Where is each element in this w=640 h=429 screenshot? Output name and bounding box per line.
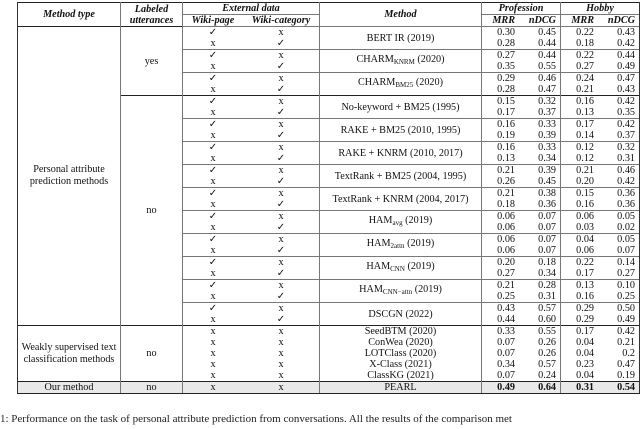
- method-name: CHARM: [356, 54, 394, 65]
- profession-ndcg-cell: 0.26: [519, 337, 561, 348]
- method-year: (2019): [402, 215, 433, 226]
- method-name: RAKE + KNRM (2010, 2017): [338, 147, 463, 159]
- hobby-mrr-cell: 0.18: [576, 38, 594, 49]
- profession-ndcg-cell: 0.38: [519, 188, 561, 200]
- hobby-mrr-cell: 0.15: [561, 188, 599, 200]
- profession-mrr-cell: 0.15: [482, 96, 520, 108]
- hobby-ndcg-cell: 0.42: [598, 119, 640, 131]
- profession-ndcg-cell: 0.07: [519, 222, 561, 234]
- wiki-category-cell: x: [243, 337, 320, 348]
- wiki-category-cell: x: [243, 382, 320, 394]
- profession-mrr-cell: 0.26: [497, 176, 515, 187]
- hobby-ndcg-cell: 0.37: [598, 130, 640, 142]
- labeled-cell: no: [121, 96, 183, 326]
- hobby-mrr-cell: 0.03: [576, 222, 594, 233]
- wiki-page-cell: ✓: [183, 257, 244, 269]
- hobby-mrr-cell: 0.23: [576, 359, 594, 370]
- wiki-category-cell: x: [243, 326, 320, 338]
- wiki-category-cell: x: [243, 50, 320, 62]
- hobby-ndcg-cell: 0.42: [598, 96, 640, 108]
- profession-mrr-cell: 0.13: [497, 153, 515, 164]
- profession-mrr-cell: 0.27: [497, 268, 515, 279]
- method-name: DSCGN (2022): [368, 308, 433, 320]
- profession-ndcg-cell: 0.32: [519, 96, 561, 108]
- hobby-mrr-cell: 0.17: [561, 119, 599, 131]
- method-year: (2020): [413, 77, 443, 88]
- hobby-ndcg-cell: 0.43: [598, 84, 640, 96]
- method-year: (2019): [412, 284, 442, 295]
- method-subscript: avg: [392, 219, 403, 227]
- wiki-category-cell: x: [243, 119, 320, 131]
- hobby-ndcg-cell: 0.47: [598, 73, 640, 85]
- hobby-mrr-cell: 0.20: [576, 176, 594, 187]
- profession-mrr-cell: 0.06: [497, 222, 515, 233]
- profession-mrr-cell: 0.20: [482, 257, 520, 269]
- hobby-ndcg-cell: 0.47: [598, 359, 640, 370]
- wiki-page-cell: ✓: [183, 303, 244, 315]
- method-year: (2019): [404, 238, 435, 249]
- profession-mrr-cell: 0.19: [497, 130, 515, 141]
- method-name-cell: [320, 188, 482, 211]
- profession-ndcg-cell: 0.46: [519, 73, 561, 85]
- profession-mrr-cell: 0.43: [482, 303, 520, 315]
- wiki-page-cell: x: [210, 348, 216, 359]
- method-name-cell: [320, 257, 482, 280]
- profession-ndcg-cell: 0.39: [519, 165, 561, 177]
- wiki-page-cell: x: [210, 314, 216, 325]
- labeled-cell: no: [121, 326, 183, 382]
- method-name: HAM: [368, 215, 393, 226]
- method-name-cell: ConWea (2020): [320, 337, 482, 348]
- wiki-category-cell: x: [243, 359, 320, 370]
- profession-ndcg-cell: 0.26: [519, 348, 561, 359]
- profession-mrr-cell: 0.35: [497, 61, 515, 72]
- wiki-page-cell: x: [210, 222, 216, 233]
- hobby-mrr-cell: 0.29: [561, 303, 599, 315]
- header-prof-ndcg: nDCG: [519, 15, 561, 27]
- header-wiki-page: Wiki-page: [183, 15, 244, 27]
- wiki-category-cell: ✓: [243, 222, 320, 234]
- profession-mrr-cell: 0.34: [497, 359, 515, 370]
- wiki-page-cell: x: [210, 291, 216, 302]
- wiki-page-cell: ✓: [183, 119, 244, 131]
- profession-ndcg-cell: 0.57: [519, 303, 561, 315]
- wiki-page-cell: ✓: [183, 50, 244, 62]
- profession-mrr-cell: 0.18: [497, 199, 515, 210]
- hobby-ndcg-cell: 0.32: [598, 142, 640, 154]
- hobby-ndcg-cell: 0.2: [598, 348, 640, 359]
- profession-ndcg-cell: 0.18: [519, 257, 561, 269]
- hobby-ndcg-cell: 0.19: [598, 370, 640, 382]
- profession-mrr-cell: 0.07: [497, 337, 515, 348]
- profession-ndcg-cell: 0.44: [519, 50, 561, 62]
- profession-ndcg-cell: 0.24: [519, 370, 561, 382]
- method-year: (2019): [404, 261, 435, 272]
- hobby-ndcg-cell: 0.36: [598, 188, 640, 200]
- wiki-category-cell: x: [243, 73, 320, 85]
- method-name: HAM: [366, 238, 391, 249]
- header-labeled-utterances: Labeled utterances: [121, 3, 183, 27]
- profession-mrr-cell: 0.16: [482, 119, 520, 131]
- method-type-cell: Weakly supervised text classification methods: [18, 326, 121, 382]
- hobby-mrr-cell: 0.13: [576, 107, 594, 118]
- wiki-category-cell: ✓: [243, 176, 320, 188]
- hobby-ndcg-cell: 0.44: [598, 50, 640, 62]
- hobby-ndcg-cell: 0.49: [598, 61, 640, 73]
- method-name-cell: [320, 211, 482, 234]
- profession-ndcg-cell: 0.07: [519, 234, 561, 246]
- hobby-mrr-cell: 0.17: [576, 268, 594, 279]
- method-subscript: BM25: [395, 81, 414, 89]
- hobby-ndcg-cell: 0.49: [598, 314, 640, 326]
- method-name: CHARM: [358, 77, 396, 88]
- wiki-page-cell: x: [210, 61, 216, 72]
- hobby-mrr-cell: 0.29: [576, 314, 594, 325]
- wiki-page-cell: x: [210, 153, 216, 164]
- method-name: HAM: [366, 261, 391, 272]
- hobby-ndcg-cell: 0.31: [598, 153, 640, 165]
- hobby-ndcg-cell: 0.36: [598, 199, 640, 211]
- wiki-category-cell: ✓: [243, 245, 320, 257]
- profession-mrr-cell: 0.07: [497, 370, 515, 381]
- hobby-ndcg-cell: 0.07: [598, 245, 640, 257]
- wiki-page-cell: x: [210, 176, 216, 187]
- hobby-ndcg-cell: 0.14: [598, 257, 640, 269]
- results-table: [17, 2, 640, 394]
- wiki-category-cell: x: [243, 280, 320, 292]
- hobby-ndcg-cell: 0.42: [598, 326, 640, 338]
- header-hobby-ndcg: nDCG: [598, 15, 640, 27]
- profession-mrr-cell: 0.21: [482, 165, 520, 177]
- method-name-cell: ClassKG (2021): [320, 370, 482, 382]
- table-row: [18, 27, 640, 39]
- method-name-cell: [320, 280, 482, 303]
- profession-mrr-cell: 0.27: [482, 50, 520, 62]
- wiki-category-cell: x: [243, 142, 320, 154]
- method-name-cell: [320, 27, 482, 50]
- profession-mrr-cell: 0.29: [482, 73, 520, 85]
- wiki-category-cell: x: [243, 257, 320, 269]
- profession-mrr-cell: 0.33: [482, 326, 520, 338]
- hobby-mrr-cell: 0.14: [576, 130, 594, 141]
- wiki-category-cell: ✓: [243, 199, 320, 211]
- method-name: RAKE + BM25 (2010, 1995): [340, 124, 461, 136]
- hobby-mrr-cell: 0.21: [561, 165, 599, 177]
- profession-ndcg-cell: 0.55: [519, 61, 561, 73]
- wiki-category-cell: ✓: [243, 153, 320, 165]
- profession-mrr-cell: 0.21: [482, 188, 520, 200]
- wiki-category-cell: x: [243, 234, 320, 246]
- wiki-page-cell: x: [183, 326, 244, 338]
- hobby-ndcg-cell: 0.05: [598, 234, 640, 246]
- profession-mrr-cell: 0.49: [482, 382, 520, 394]
- wiki-category-cell: x: [243, 348, 320, 359]
- profession-ndcg-cell: 0.33: [519, 142, 561, 154]
- profession-mrr-cell: 0.06: [497, 245, 515, 256]
- hobby-ndcg-cell: 0.42: [598, 38, 640, 50]
- profession-mrr-cell: 0.44: [497, 314, 515, 325]
- table-caption: 1: Performance on the task of personal attribute prediction from conversations. All the results of the comparison met: [0, 413, 512, 425]
- wiki-page-cell: x: [210, 245, 216, 256]
- method-name-cell: [320, 234, 482, 257]
- profession-mrr-cell: 0.30: [482, 27, 520, 39]
- profession-ndcg-cell: 0.34: [519, 268, 561, 280]
- hobby-ndcg-cell: 0.54: [598, 382, 640, 394]
- profession-mrr-cell: 0.06: [482, 211, 520, 223]
- method-name-cell: [320, 96, 482, 119]
- method-subscript: CNN: [390, 265, 405, 273]
- wiki-category-cell: ✓: [243, 107, 320, 119]
- method-name-cell: [320, 50, 482, 73]
- profession-ndcg-cell: 0.36: [519, 199, 561, 211]
- profession-mrr-cell: 0.25: [497, 291, 515, 302]
- hobby-ndcg-cell: 0.46: [598, 165, 640, 177]
- method-name-cell: LOTClass (2020): [320, 348, 482, 359]
- profession-ndcg-cell: 0.07: [519, 245, 561, 257]
- hobby-mrr-cell: 0.24: [561, 73, 599, 85]
- wiki-category-cell: ✓: [243, 84, 320, 96]
- header-wiki-category: Wiki-category: [243, 15, 320, 27]
- profession-ndcg-cell: 0.07: [519, 211, 561, 223]
- hobby-mrr-cell: 0.17: [561, 326, 599, 338]
- method-subscript: KNRM: [393, 58, 415, 66]
- hobby-ndcg-cell: 0.10: [598, 280, 640, 292]
- hobby-ndcg-cell: 0.25: [598, 291, 640, 303]
- profession-mrr-cell: 0.28: [497, 38, 515, 49]
- hobby-mrr-cell: 0.12: [561, 142, 599, 154]
- hobby-mrr-cell: 0.04: [576, 370, 594, 381]
- table-row: [18, 326, 640, 338]
- header-hobby: Hobby: [561, 3, 640, 15]
- method-subscript: 2attn: [390, 242, 405, 250]
- method-name: TextRank + BM25 (2004, 1995): [334, 170, 467, 182]
- wiki-category-cell: x: [243, 370, 320, 382]
- wiki-category-cell: ✓: [243, 291, 320, 303]
- wiki-category-cell: x: [243, 96, 320, 108]
- method-name: BERT IR (2019): [366, 32, 435, 44]
- hobby-ndcg-cell: 0.42: [598, 176, 640, 188]
- profession-ndcg-cell: 0.37: [519, 107, 561, 119]
- hobby-mrr-cell: 0.16: [576, 199, 594, 210]
- profession-mrr-cell: 0.28: [497, 84, 515, 95]
- hobby-mrr-cell: 0.04: [576, 337, 594, 348]
- hobby-ndcg-cell: 0.27: [598, 268, 640, 280]
- wiki-page-cell: ✓: [183, 188, 244, 200]
- method-name-cell: X-Class (2021): [320, 359, 482, 370]
- hobby-mrr-cell: 0.06: [561, 211, 599, 223]
- hobby-mrr-cell: 0.22: [561, 27, 599, 39]
- hobby-ndcg-cell: 0.05: [598, 211, 640, 223]
- wiki-page-cell: x: [210, 130, 216, 141]
- profession-ndcg-cell: 0.45: [519, 176, 561, 188]
- wiki-category-cell: x: [243, 188, 320, 200]
- wiki-category-cell: x: [243, 165, 320, 177]
- wiki-page-cell: ✓: [183, 211, 244, 223]
- method-name-cell: [320, 303, 482, 326]
- method-name: HAM: [359, 284, 383, 295]
- profession-ndcg-cell: 0.44: [519, 38, 561, 50]
- hobby-mrr-cell: 0.21: [576, 84, 594, 95]
- hobby-mrr-cell: 0.13: [561, 280, 599, 292]
- wiki-category-cell: ✓: [243, 130, 320, 142]
- wiki-page-cell: ✓: [183, 165, 244, 177]
- wiki-page-cell: x: [210, 107, 216, 118]
- header-profession: Profession: [482, 3, 561, 15]
- wiki-category-cell: ✓: [243, 314, 320, 326]
- header-prof-mrr: MRR: [482, 15, 520, 27]
- hobby-ndcg-cell: 0.50: [598, 303, 640, 315]
- hobby-mrr-cell: 0.22: [561, 50, 599, 62]
- hobby-mrr-cell: 0.04: [576, 348, 594, 359]
- wiki-category-cell: x: [243, 27, 320, 39]
- method-name-cell: [320, 73, 482, 96]
- table-body: [18, 27, 640, 394]
- header-method: Method: [320, 3, 482, 27]
- method-type-cell: Our method: [18, 382, 121, 394]
- hobby-mrr-cell: 0.16: [561, 96, 599, 108]
- wiki-page-cell: x: [210, 337, 216, 348]
- wiki-category-cell: x: [243, 303, 320, 315]
- profession-ndcg-cell: 0.45: [519, 27, 561, 39]
- hobby-mrr-cell: 0.06: [576, 245, 594, 256]
- profession-mrr-cell: 0.16: [482, 142, 520, 154]
- hobby-mrr-cell: 0.31: [561, 382, 599, 394]
- hobby-mrr-cell: 0.27: [576, 61, 594, 72]
- wiki-page-cell: x: [183, 382, 244, 394]
- hobby-mrr-cell: 0.04: [561, 234, 599, 246]
- wiki-category-cell: ✓: [243, 61, 320, 73]
- method-type-cell: Personal attribute prediction methods: [18, 27, 121, 326]
- wiki-page-cell: ✓: [183, 27, 244, 39]
- wiki-category-cell: x: [243, 211, 320, 223]
- wiki-page-cell: x: [210, 84, 216, 95]
- wiki-category-cell: ✓: [243, 268, 320, 280]
- header-external-data: External data: [183, 3, 320, 15]
- header-method-type: Method type: [18, 3, 121, 27]
- labeled-cell: no: [121, 382, 183, 394]
- profession-mrr-cell: 0.21: [482, 280, 520, 292]
- profession-ndcg-cell: 0.57: [519, 359, 561, 370]
- method-name: No-keyword + BM25 (1995): [341, 101, 460, 113]
- profession-ndcg-cell: 0.55: [519, 326, 561, 338]
- profession-mrr-cell: 0.07: [497, 348, 515, 359]
- profession-ndcg-cell: 0.33: [519, 119, 561, 131]
- our-method-row: [18, 382, 640, 394]
- profession-mrr-cell: 0.06: [482, 234, 520, 246]
- method-name-cell: [320, 165, 482, 188]
- hobby-ndcg-cell: 0.35: [598, 107, 640, 119]
- wiki-page-cell: x: [210, 268, 216, 279]
- wiki-page-cell: ✓: [183, 73, 244, 85]
- wiki-page-cell: ✓: [183, 234, 244, 246]
- profession-ndcg-cell: 0.39: [519, 130, 561, 142]
- profession-ndcg-cell: 0.34: [519, 153, 561, 165]
- method-year: (2020): [414, 54, 445, 65]
- labeled-cell: yes: [121, 27, 183, 96]
- profession-mrr-cell: 0.17: [497, 107, 515, 118]
- wiki-page-cell: x: [210, 370, 216, 381]
- header-hobby-mrr: MRR: [561, 15, 599, 27]
- wiki-page-cell: ✓: [183, 142, 244, 154]
- profession-ndcg-cell: 0.47: [519, 84, 561, 96]
- method-name-cell: [320, 119, 482, 142]
- hobby-ndcg-cell: 0.43: [598, 27, 640, 39]
- profession-ndcg-cell: 0.64: [519, 382, 561, 394]
- hobby-ndcg-cell: 0.02: [598, 222, 640, 234]
- wiki-category-cell: ✓: [243, 38, 320, 50]
- hobby-mrr-cell: 0.22: [561, 257, 599, 269]
- method-name-cell: PEARL: [320, 382, 482, 394]
- wiki-page-cell: x: [210, 359, 216, 370]
- profession-ndcg-cell: 0.60: [519, 314, 561, 326]
- wiki-page-cell: x: [210, 199, 216, 210]
- profession-ndcg-cell: 0.31: [519, 291, 561, 303]
- method-name: TextRank + KNRM (2004, 2017): [332, 193, 469, 205]
- wiki-page-cell: x: [210, 38, 216, 49]
- method-name-cell: [320, 142, 482, 165]
- wiki-page-cell: ✓: [183, 96, 244, 108]
- method-name-cell: SeedBTM (2020): [320, 326, 482, 338]
- hobby-mrr-cell: 0.12: [576, 153, 594, 164]
- hobby-mrr-cell: 0.16: [576, 291, 594, 302]
- method-subscript: CNN−attn: [382, 288, 413, 296]
- wiki-page-cell: ✓: [183, 280, 244, 292]
- hobby-ndcg-cell: 0.21: [598, 337, 640, 348]
- profession-ndcg-cell: 0.28: [519, 280, 561, 292]
